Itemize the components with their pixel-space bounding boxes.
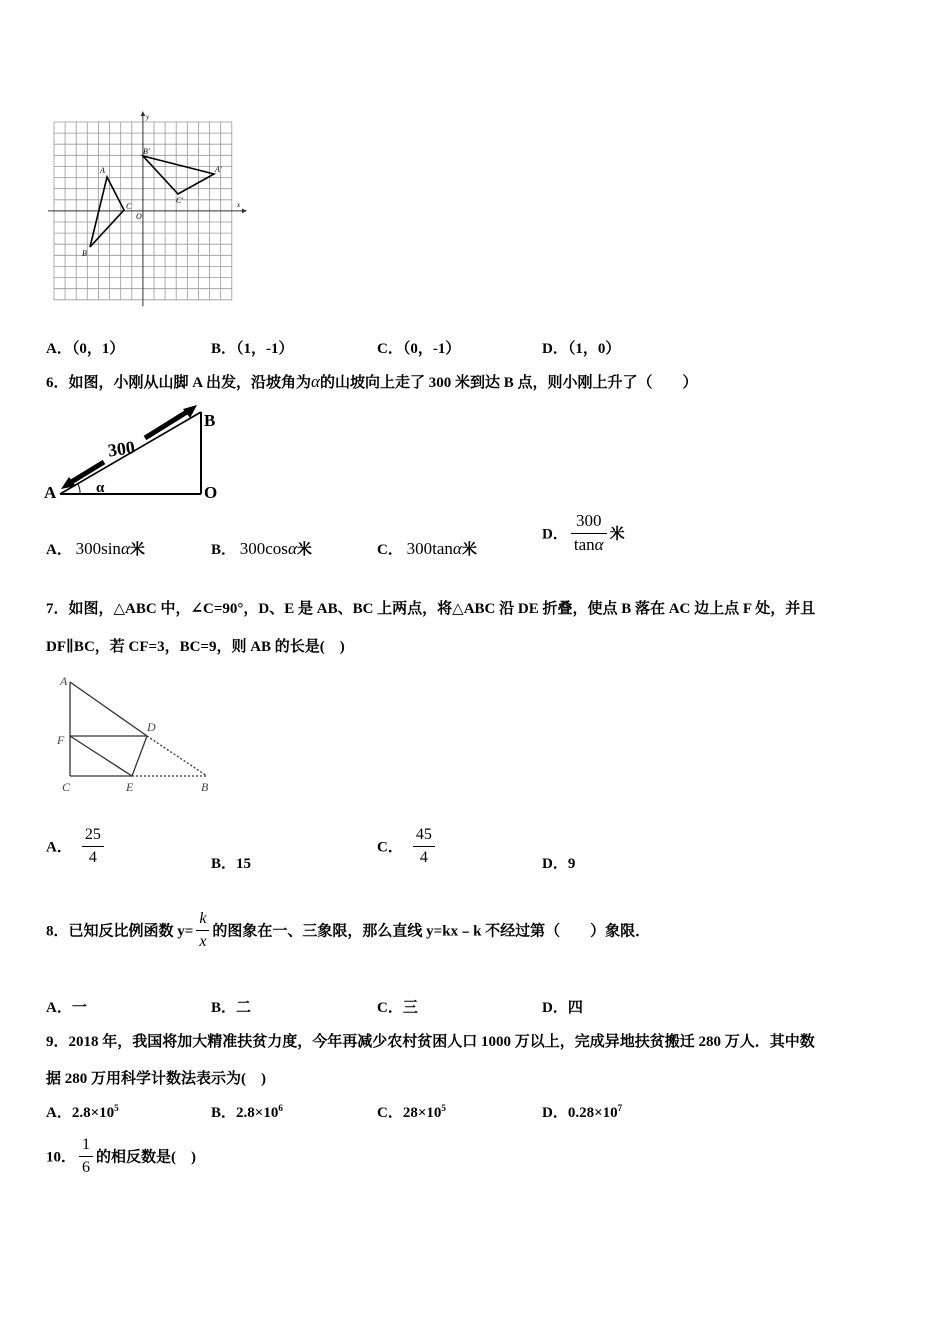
q5-label-c: C [126,202,132,211]
fraction-denominator: x [199,932,207,950]
option-expr: 300tan [406,539,453,558]
option-letter: B． [211,856,237,872]
q8-stem-before: 8．已知反比例函数 y= [46,923,194,940]
option-base: 28×10 [402,1105,442,1121]
option-text: （0，-1） [402,341,461,357]
option-var: α [120,539,130,558]
option-letter: B． [211,1105,237,1121]
q7-question-line1: 7．如图，△ABC 中，∠C=90°，D、E 是 AB、BC 上两点，将△ABC 沿 DE 折叠，使点 B 落在 AC 边上点 F 处，并且 [46,601,816,617]
option-var: α [287,539,297,558]
fraction-denominator: 4 [88,848,97,866]
q5-label-a-prime: A' [215,165,222,174]
q7-fig-e: E [126,780,134,794]
option-expr: 300cos [239,539,288,558]
option-text: 四 [567,1000,583,1016]
q9-question-line2: 据 280 万用科学计数法表示为( ) [46,1071,266,1087]
option-letter: D． [542,526,568,543]
q6-option-a[interactable] [46,538,145,559]
option-unit: 米 [129,542,145,558]
option-text: 9 [567,856,576,872]
q6-option-b[interactable] [211,538,312,559]
q7-fold-figure [52,668,222,798]
option-letter: A． [46,341,72,357]
q8-question-stem [46,910,650,950]
option-var: α [452,539,462,558]
option-exponent: 5 [114,1103,119,1113]
option-letter: C． [377,839,403,856]
option-fraction [82,826,104,866]
q5-option-d[interactable] [542,337,620,358]
q7-fig-f: F [57,733,65,747]
q8-option-c[interactable] [377,996,418,1017]
option-text: （0，1） [71,341,125,357]
fraction-numerator: 300 [571,512,607,534]
q6-fig-length: 300 [106,437,137,461]
option-fraction [571,512,607,554]
q7-fig-c: C [62,780,71,794]
q6-option-c[interactable] [377,538,477,559]
fraction-numerator: 45 [413,826,435,847]
q10-fraction [79,1136,93,1176]
option-text: （1，0） [567,341,621,357]
q9-option-b[interactable] [211,1101,283,1122]
q5-axis-x-label: x [237,201,241,209]
option-letter: D． [542,1105,568,1121]
q7-fig-d: D [147,720,156,734]
option-letter: C． [377,1105,403,1121]
fraction-denominator: 4 [419,848,428,866]
q10-question-stem [46,1136,196,1176]
option-exponent: 5 [441,1103,446,1113]
option-letter: B． [211,542,237,558]
q8-fraction [196,910,209,950]
q5-option-c[interactable] [377,337,460,358]
option-unit: 米 [296,542,312,558]
q6-option-d[interactable] [542,512,625,554]
option-text: 15 [236,856,252,872]
q8-stem-after: 的图象在一、三象限，那么直线 y=kx﹣k 不经过第（ ）象限． [212,923,651,940]
option-letter: A． [46,1000,72,1016]
q6-fig-a: A [44,483,57,502]
q7-fig-b: B [201,780,209,794]
q6-fig-b: B [204,411,216,430]
option-letter: A． [46,839,72,856]
q5-grid-figure [44,110,254,310]
q5-option-a[interactable] [46,337,124,358]
q10-stem-after: 的相反数是( ) [96,1149,197,1166]
option-text: （1，-1） [236,341,294,357]
q5-label-c-prime: C' [176,196,184,205]
option-text: 三 [402,1000,418,1016]
option-expr: 300sin [75,539,121,558]
q7-option-a[interactable] [46,826,107,866]
option-base: 0.28×10 [567,1105,618,1121]
option-letter: B． [211,341,237,357]
option-base: 2.8×10 [71,1105,115,1121]
q6-stem-before: 如图，小刚从山脚 A 出发，沿坡角为 [68,375,312,391]
option-unit: 米 [461,542,477,558]
q10-number: 10． [46,1149,77,1166]
fraction-denominator: 6 [82,1158,91,1176]
q6-slope-figure [40,400,240,505]
fraction-numerator: k [196,910,209,931]
option-letter: C． [377,542,403,558]
option-fraction [413,826,435,866]
option-text: 二 [236,1000,252,1016]
q6-fig-angle: α [96,480,105,496]
q6-fig-o: O [204,483,218,502]
option-exponent: 7 [617,1103,623,1113]
option-letter: C． [377,1000,403,1016]
option-letter: B． [211,1000,237,1016]
q7-option-c[interactable] [377,826,438,866]
q5-label-a: A [100,166,105,175]
q5-option-b[interactable] [211,337,294,358]
q6-number: 6． [46,375,69,391]
q6-alpha: α [311,372,320,391]
q7-option-d[interactable] [542,852,575,873]
q8-option-d[interactable] [542,996,583,1017]
option-letter: D． [542,341,568,357]
option-text: 一 [71,1000,87,1016]
fraction-numerator: 25 [82,826,104,847]
fraction-numerator: 1 [79,1136,93,1157]
q9-option-d[interactable] [542,1101,622,1122]
q8-option-b[interactable] [211,996,251,1017]
option-exponent: 6 [278,1103,283,1113]
q5-label-o: O [136,212,142,221]
option-unit: 米 [609,526,625,543]
q9-option-a[interactable] [46,1101,119,1122]
option-letter: A． [46,542,72,558]
q6-stem-after: 的山坡向上走了 300 米到达 B 点，则小刚上升了（ ） [319,375,698,391]
q7-fig-a: A [60,674,68,688]
option-base: 2.8×10 [236,1105,279,1121]
option-letter: C． [377,341,403,357]
q9-question-line1: 9．2018 年，我国将加大精准扶贫力度，今年再减少农村贫困人口 1000 万以上，完成异地扶贫搬迁 280 万人．其中数 [46,1034,815,1050]
option-letter: D． [542,856,568,872]
q5-label-b: B [82,249,87,258]
q5-label-b-prime: B' [143,147,150,156]
q5-axis-y-label: y [146,113,150,121]
option-letter: D． [542,1000,568,1016]
q5-triangle-abc [90,177,124,247]
option-letter: A． [46,1105,72,1121]
q6-question-stem [46,371,697,392]
q7-option-b[interactable] [211,852,251,873]
q8-option-a[interactable] [46,996,87,1017]
q7-question-line2: DF∥BC，若 CF=3，BC=9，则 AB 的长是( ) [46,639,345,655]
q9-option-c[interactable] [377,1101,446,1122]
fraction-denominator: tanα [573,534,604,554]
